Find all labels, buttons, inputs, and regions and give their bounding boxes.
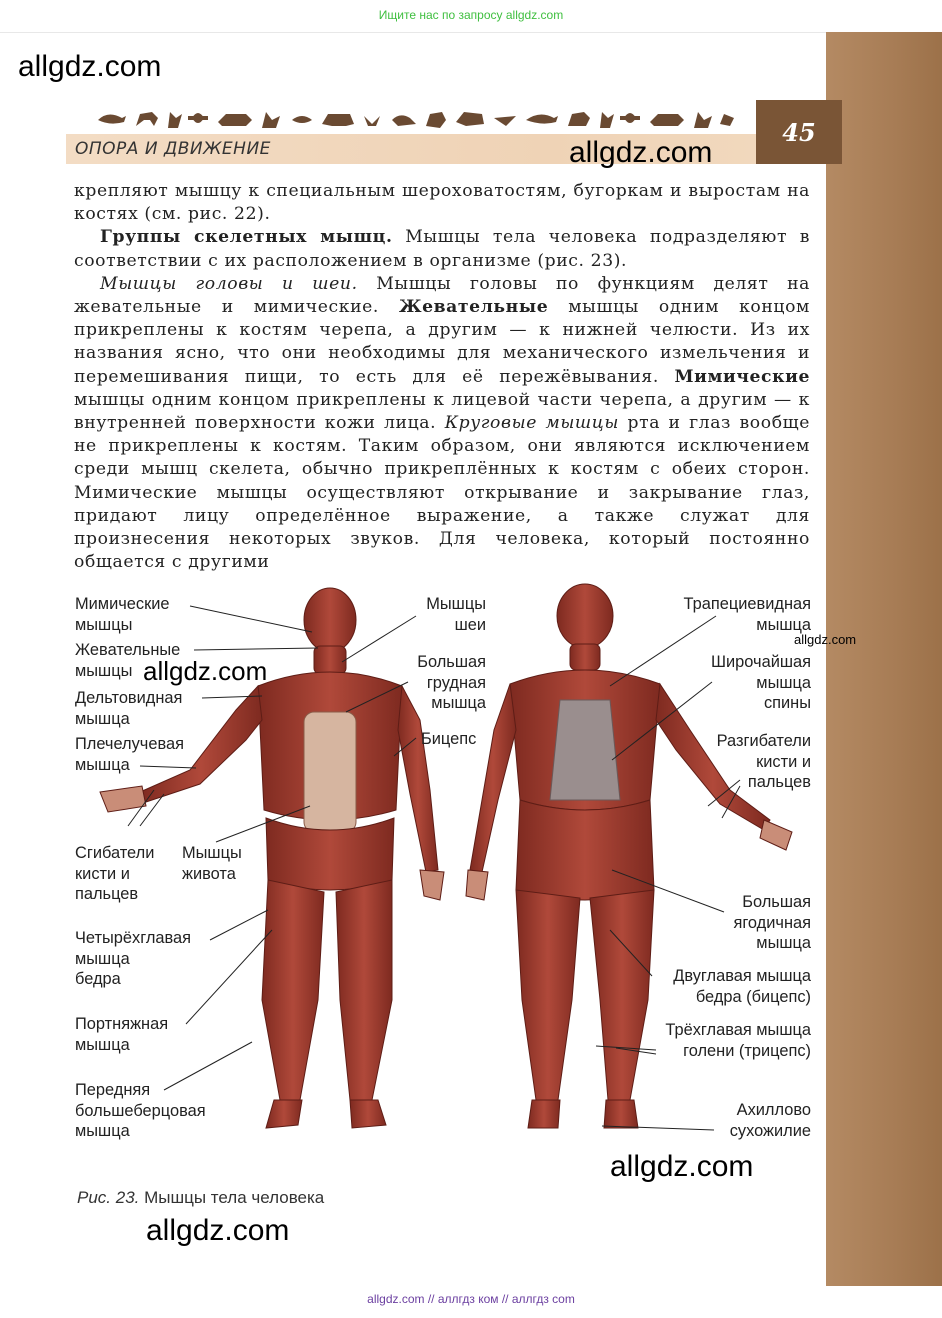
paragraph-2 xyxy=(74,226,810,272)
label-line: кисти и xyxy=(75,864,130,883)
label-line: мышца xyxy=(75,755,130,774)
term-chewing: Жевательные xyxy=(398,297,549,318)
label-line: Мимические xyxy=(75,595,170,613)
paragraph-3-text-b: мышцы одним концом прикреплены к костям черепа, а другим — к нижней челюсти. Из их названия ясно, что они необходимы для механического измельчения и перемешивания пищи, то есть для её пережёвывания. xyxy=(74,297,810,387)
label-neck-muscles xyxy=(386,594,486,635)
label-line: Сгибатели xyxy=(75,844,155,862)
label-line: мышца xyxy=(756,673,811,692)
label-line: пальцев xyxy=(747,773,811,791)
label-achilles xyxy=(620,1100,811,1141)
label-line: Передняя xyxy=(75,1081,151,1099)
label-sartorius xyxy=(75,1014,168,1055)
label-tibialis xyxy=(75,1080,206,1142)
label-latissimus xyxy=(620,652,811,714)
label-line: Четырёхглавая xyxy=(75,929,192,947)
label-line: Мышцы xyxy=(182,844,242,862)
paragraph-3 xyxy=(74,273,810,575)
label-line: Трапециевидная xyxy=(683,595,811,613)
label-line: мышца xyxy=(756,934,811,952)
label-line: Разгибатели xyxy=(716,732,811,750)
paragraph-3-text-c: мышцы одним концом прикреплены к лицевой части черепа, а другим — к внутренней поверхности кожи лица. xyxy=(74,389,810,434)
label-biceps-femoris xyxy=(620,966,811,1007)
label-line: большеберцовая xyxy=(75,1101,206,1120)
label-line: мышца xyxy=(75,1035,130,1054)
animal-ornament-strip xyxy=(96,104,736,132)
footer-links[interactable]: allgdz.com // аллгдз ком // аллгдз com xyxy=(367,1292,575,1306)
label-line: Трёхглавая мышца xyxy=(665,1021,811,1039)
body-text xyxy=(74,180,810,574)
term-mimic: Мимические xyxy=(674,366,810,387)
watermark-figure-right: allgdz.com xyxy=(610,1150,754,1183)
label-line: бедра (бицепс) xyxy=(695,987,811,1006)
label-line: Плечелучевая xyxy=(75,735,184,753)
label-flexors xyxy=(75,843,154,905)
label-line: Жевательные xyxy=(75,641,181,659)
label-triceps-surae xyxy=(620,1020,811,1061)
heading-muscle-groups: Группы скелетных мышц. xyxy=(100,227,393,248)
label-line: мышцы xyxy=(75,661,133,680)
page-number: 45 xyxy=(756,100,842,164)
top-banner[interactable]: Ищите нас по запросу allgdz.com xyxy=(378,8,564,22)
caption-figure-number: Рис. 23. xyxy=(77,1188,140,1207)
label-line: Двуглавая мышца xyxy=(673,967,811,985)
label-quadriceps xyxy=(75,928,191,990)
label-brachioradialis xyxy=(75,734,184,775)
label-line: мышца xyxy=(75,1122,130,1140)
label-line: Портняжная xyxy=(75,1015,169,1033)
term-circular: Круговые мышцы xyxy=(444,413,619,434)
label-line: бедра xyxy=(75,970,121,988)
label-biceps xyxy=(421,729,476,750)
label-mimic-muscles xyxy=(75,594,170,635)
label-trapezius xyxy=(620,594,811,635)
paragraph-1: крепляют мышцу к специальным шероховатостям, бугоркам и выростам на костях (см. рис. 22). xyxy=(74,181,810,225)
label-line: мышца xyxy=(756,615,811,634)
label-line: Бицепс xyxy=(421,730,477,748)
paragraph-3-text-a: Мышцы головы по функциям делят на жевательные и мимические. xyxy=(74,273,810,318)
label-line: шеи xyxy=(454,615,486,634)
label-line: Большая xyxy=(417,653,486,671)
label-line: грудная xyxy=(426,673,486,692)
section-title: ОПОРА И ДВИЖЕНИЕ xyxy=(75,139,271,159)
caption-text: Мышцы тела человека xyxy=(139,1188,325,1207)
label-line: Ахиллово xyxy=(736,1101,811,1119)
label-line: мышца xyxy=(75,949,130,968)
label-line: голени (трицепс) xyxy=(683,1041,811,1060)
label-line: сухожилие xyxy=(729,1121,811,1140)
label-line: Мышцы xyxy=(426,595,486,613)
label-line: живота xyxy=(182,864,236,883)
label-line: спины xyxy=(763,694,811,712)
watermark-small-right: allgdz.com xyxy=(794,632,857,647)
label-line: мышцы xyxy=(75,615,133,634)
figure-caption xyxy=(77,1188,324,1208)
watermark-figure-left: allgdz.com xyxy=(143,656,268,686)
subheading-head-neck: Мышцы головы и шеи. xyxy=(100,273,358,294)
label-gluteus xyxy=(620,892,811,954)
label-line: мышца xyxy=(431,694,486,712)
label-abdominal xyxy=(182,843,242,884)
watermark-header: allgdz.com xyxy=(569,136,713,169)
label-pectoral xyxy=(386,652,486,714)
label-line: Дельтовидная xyxy=(75,689,183,707)
paragraph-2-text: Мышцы тела человека подразделяют в соответствии с их расположением в организме (рис. 23). xyxy=(74,227,810,271)
label-line: Большая xyxy=(742,893,811,911)
paragraph-3-text-d: рта и глаз вообще не прикреплены к костям. Таким образом, они являются исключением среди мышц скелета, обычно прикреплённых к костям с обеих сторон. Мимические мышцы осуществляют открывание и закрывание глаз, придают лицу определённое выражение, а также служат для произнесения некоторых звуков. Для человека, который постоянно общается с другими xyxy=(74,413,810,573)
label-line: пальцев xyxy=(75,885,139,903)
label-line: ягодичная xyxy=(733,913,811,932)
label-deltoid xyxy=(75,688,182,729)
watermark-top-left: allgdz.com xyxy=(18,50,162,83)
watermark-bottom: allgdz.com xyxy=(146,1214,290,1247)
label-extensors xyxy=(620,731,811,793)
label-line: Широчайшая xyxy=(710,653,811,671)
label-line: кисти и xyxy=(756,752,811,771)
label-line: мышца xyxy=(75,709,130,728)
